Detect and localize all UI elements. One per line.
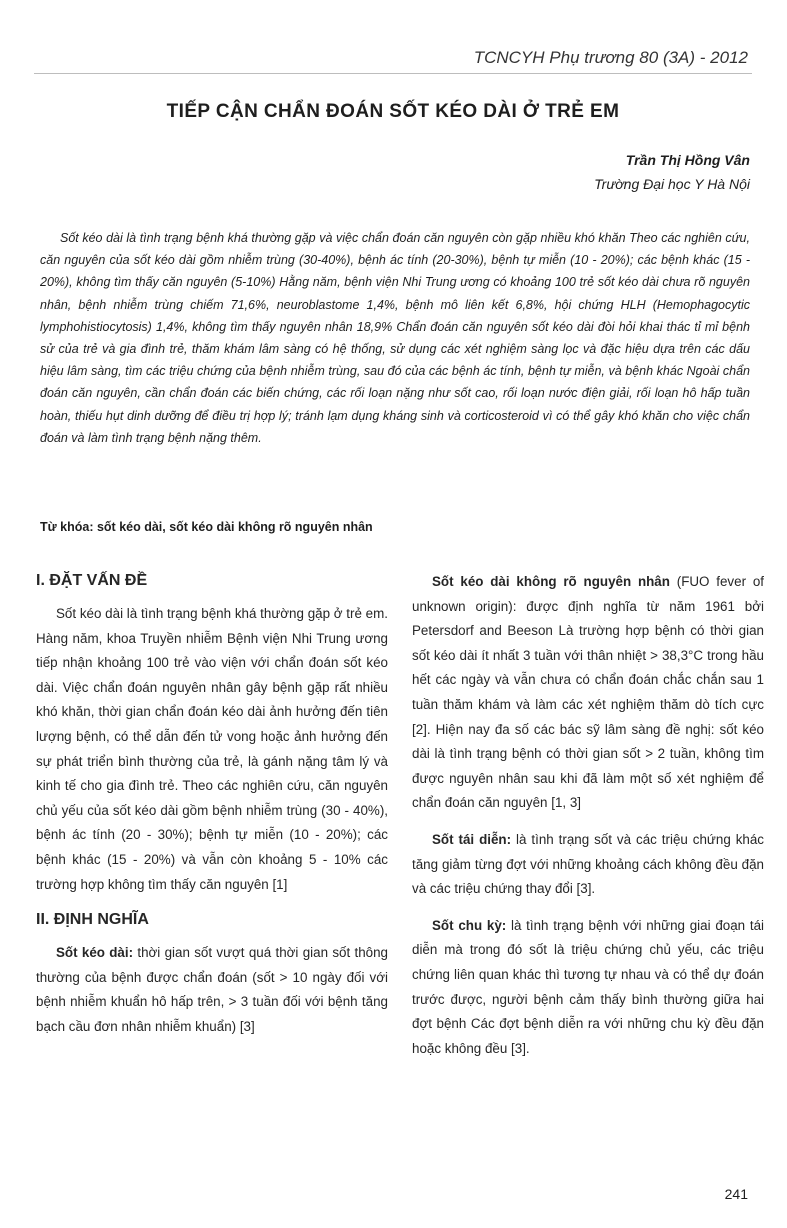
definition-periodic-fever	[412, 914, 764, 1062]
abstract: Sốt kéo dài là tình trạng bệnh khá thường gặp và việc chẩn đoán căn nguyên còn gặp nhiều khó khăn Theo các nghiên cứu, căn nguyên của sốt kéo dài gồm nhiễm trùng (30-40%), bệnh ác tính (20-30%), bệnh tự miễn (10 - 20%); các bệnh khác (15 - 20%), không tìm thấy căn nguyên (5-10%) Hằng năm, bệnh viện Nhi Trung ương có khoảng 100 trẻ sốt kéo dài chưa rõ nguyên nhân, bệnh nhiễm trùng chiếm 71,6%, neuroblastome 1,4%, bệnh mô liên kết 6,8%, hội chứng HLH (Hemophagocytic lymphohistiocytosis) 1,4%, không tìm thấy nguyên nhân 18,9% Chẩn đoán căn nguyên sốt kéo dài đòi hỏi khai thác tỉ mỉ bệnh sử của trẻ và gia đình trẻ, thăm khám lâm sàng có hệ thống, sử dụng các xét nghiệm sàng lọc và đặc hiệu dựa trên các dấu hiệu lâm sàng, tìm các triệu chứng của bệnh nhiễm trùng, sau đó của các bệnh ác tính, bệnh tự miễn, và bệnh khác Ngoài chẩn đoán căn nguyên, cần chẩn đoán các biến chứng, các rối loạn nặng như sốt cao, rối loạn nước điện giải, rối loạn hô hấp tuần hoàn, thiếu hụt dinh dưỡng để điều trị hợp lý; tránh lạm dụng kháng sinh và corticosteroid vì có thể gây khó khăn cho việc chẩn đoán và làm tình trạng bệnh nặng thêm.	[40, 231, 750, 445]
definition-recurrent-fever	[412, 828, 764, 902]
term-recurrent-fever: Sốt tái diễn:	[432, 831, 512, 847]
text-recurrent-fever: là tình trạng sốt và các triệu chứng khác tăng giảm từng đợt với những khoảng cách không đều đặn và các triệu chứng thay đổi [3].	[412, 831, 764, 897]
page-number: 241	[724, 1186, 748, 1202]
header-rule	[34, 73, 752, 74]
text-periodic-fever: là tình trạng bệnh với những giai đoạn tái diễn mà trong đó sốt là triệu chứng chủ yếu, các triệu chứng liên quan khác thì tương tự nhau và có thể dự đoán trước được, người bệnh cảm thấy bình thường giữa hai đợt bệnh Các đợt bệnh diễn ra với những chu kỳ đều đặn hoặc không đều [3].	[412, 917, 765, 1056]
definition-fuo	[412, 570, 764, 816]
article-title: TIẾP CẬN CHẨN ĐOÁN SỐT KÉO DÀI Ở TRẺ EM	[166, 101, 620, 122]
intro-paragraph: Sốt kéo dài là tình trạng bệnh khá thường gặp ở trẻ em. Hàng năm, khoa Truyền nhiễm Bệnh viện Nhi Trung ương tiếp nhận khoảng 100 trẻ vào viện với chẩn đoán sốt kéo dài. Việc chẩn đoán nguyên nhân gây bệnh gặp rất nhiều khó khăn, thời gian chẩn đoán kéo dài ảnh hưởng đến tiên lượng bệnh, có thể dẫn đến tử vong hoặc ảnh hưởng đến sự phát triển bình thường của trẻ, là gánh nặng tâm lý và kinh tế cho gia đình trẻ. Theo các nghiên cứu, căn nguyên chủ yếu của sốt kéo dài gồm bệnh nhiễm trùng (30 - 40%), bệnh ác tính (20 - 30%); bệnh tự miễn (10 - 20%); các bệnh khác (15 - 20%) và vẫn còn khoảng 5 - 10% các trường hợp không tìm thấy căn nguyên [1]	[36, 606, 388, 892]
definition-prolonged-fever	[36, 941, 388, 1039]
keywords: Từ khóa: sốt kéo dài, sốt kéo dài không rõ nguyên nhân	[40, 520, 373, 534]
right-column	[412, 570, 764, 1073]
term-prolonged-fever: Sốt kéo dài:	[56, 945, 134, 961]
term-periodic-fever: Sốt chu kỳ:	[432, 917, 507, 933]
text-fuo: (FUO fever of unknown origin): được định nghĩa từ năm 1961 bởi Petersdorf and Beeson Là trường hợp bệnh có thời gian sốt kéo dài ít nhất 3 tuần với thân nhiệt > 38,3°C trong hầu hết các ngày và vẫn chưa có chẩn đoán chắc chắn sau 1 tuần thăm khám và làm các xét nghiệm thăm dò tích cực [2]. Hiện nay đa số các bác sỹ lâm sàng đề nghị: sốt kéo dài là tình trạng bệnh có thời gian sốt > 2 tuần, không tìm được nguyên nhân sau khi đã làm một số xét nghiệm để chẩn đoán căn nguyên [1, 3]	[412, 574, 764, 811]
journal-header: TCNCYH Phụ trương 80 (3A) - 2012	[473, 48, 748, 67]
section-heading-definitions: II. ĐỊNH NGHĨA	[36, 911, 149, 929]
term-fuo: Sốt kéo dài không rõ nguyên nhân	[432, 574, 670, 589]
author-name: Trần Thị Hồng Vân	[625, 152, 750, 168]
text-prolonged-fever: thời gian sốt vượt quá thời gian sốt thông thường của bệnh được chẩn đoán (sốt > 10 ngày đối với bệnh nhiễm khuẩn hô hấp trên, > 3 tuần đối với bệnh tăng bạch cầu đơn nhân nhiễm khuẩn) [3]	[36, 945, 388, 1034]
section-heading-intro: I. ĐẶT VẤN ĐỀ	[36, 572, 148, 589]
author-affiliation: Trường Đại học Y Hà Nội	[594, 176, 750, 192]
left-column	[36, 570, 388, 1052]
